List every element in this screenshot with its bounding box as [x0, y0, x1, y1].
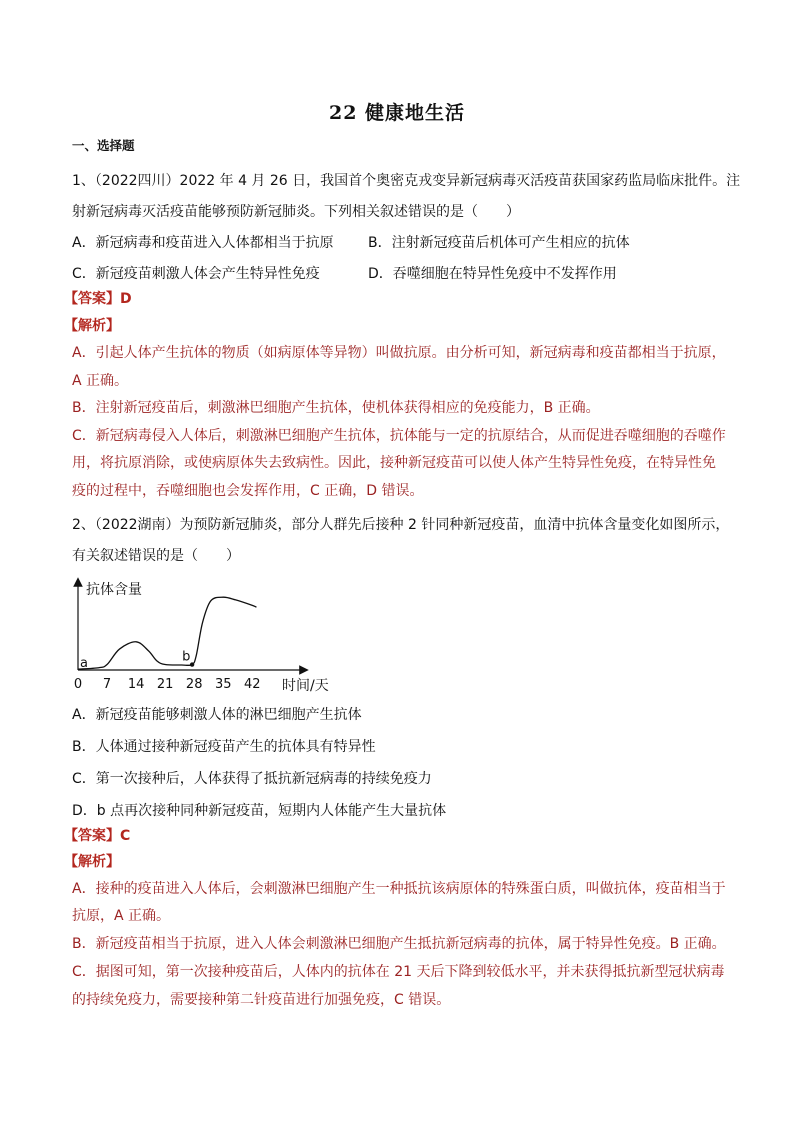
x-tick-label: 0: [73, 677, 83, 692]
q1-stem-line-1: 1、（2022四川）2022 年 4 月 26 日，我国首个奥密克戎变异新冠病毒灭活疫苗获国家药监局临床批件。注: [72, 173, 741, 189]
q2-option-a: A．新冠疫苗能够刺激人体的淋巴细胞产生抗体: [72, 707, 362, 723]
y-axis-label: 抗体含量: [86, 582, 142, 598]
point-marker-b: [190, 662, 194, 666]
series-line-antibody: [78, 597, 256, 672]
point-label-b: b: [182, 649, 191, 665]
q1-analysis-line-3: B．注射新冠疫苗后，刺激淋巴细胞产生抗体，使机体获得相应的免疫能力，B 正确。: [72, 400, 600, 416]
q2-answer: 【答案】C: [64, 828, 131, 844]
antibody-chart: [66, 576, 356, 696]
q2-analysis-line-3: B．新冠疫苗相当于抗原，进入人体会刺激淋巴细胞产生抵抗新冠病毒的抗体，属于特异性免疫。B 正确。: [72, 936, 726, 952]
q2-option-d: D．b 点再次接种同种新冠疫苗，短期内人体能产生大量抗体: [72, 803, 447, 819]
q1-option-c: C．新冠疫苗刺激人体会产生特异性免疫: [72, 266, 320, 282]
x-tick-label: 21: [156, 677, 174, 692]
q1-analysis-line-1: A．引起人体产生抗体的物质（如病原体等异物）叫做抗原。由分析可知，新冠病毒和疫苗都相当于抗原，: [72, 345, 726, 361]
x-tick-label: 28: [185, 677, 203, 692]
q2-analysis-line-4: C．据图可知，第一次接种疫苗后，人体内的抗体在 21 天后下降到较低水平，并未获得抵抗新型冠状病毒: [72, 964, 725, 980]
q2-analysis-line-1: A．接种的疫苗进入人体后，会刺激淋巴细胞产生一种抵抗该病原体的特殊蛋白质，叫做抗体，疫苗相当于: [72, 881, 726, 897]
q1-option-a: A．新冠病毒和疫苗进入人体都相当于抗原: [72, 235, 334, 251]
q2-stem-line-2: 有关叙述错误的是（ ）: [72, 548, 240, 564]
q2-stem-line-1: 2、（2022湖南）为预防新冠肺炎，部分人群先后接种 2 针同种新冠疫苗，血清中抗体含量变化如图所示，: [72, 517, 730, 533]
q1-option-d: D．吞噬细胞在特异性免疫中不发挥作用: [368, 266, 617, 282]
q1-analysis-label: 【解析】: [64, 318, 120, 334]
q1-analysis-line-5: 用，将抗原消除，或使病原体失去致病性。因此，接种新冠疫苗可以使人体产生特异性免疫，在特异性免: [72, 455, 716, 471]
q2-option-c: C．第一次接种后，人体获得了抵抗新冠病毒的持续免疫力: [72, 771, 432, 787]
q1-analysis-line-6: 疫的过程中，吞噬细胞也会发挥作用，C 正确，D 错误。: [72, 483, 424, 499]
x-tick-label: 14: [127, 677, 145, 692]
q1-answer: 【答案】D: [64, 291, 132, 307]
x-tick-label: 35: [214, 677, 232, 692]
x-axis-label: 时间/天: [282, 678, 329, 694]
q2-analysis-line-5: 的持续免疫力，需要接种第二针疫苗进行加强免疫，C 错误。: [72, 992, 451, 1008]
x-tick-label: 42: [244, 677, 261, 692]
page-title: 22 健康地生活: [328, 102, 466, 124]
point-label-a: a: [80, 656, 88, 672]
q2-analysis-line-2: 抗原，A 正确。: [72, 908, 171, 924]
section-heading: 一、选择题: [72, 138, 135, 153]
q1-option-b: B．注射新冠疫苗后机体可产生相应的抗体: [368, 235, 630, 251]
q1-analysis-line-4: C．新冠病毒侵入人体后，刺激淋巴细胞产生抗体，抗体能与一定的抗原结合，从而促进吞噬细胞的吞噬作: [72, 428, 726, 444]
q2-analysis-label: 【解析】: [64, 854, 120, 870]
q1-stem-line-2: 射新冠病毒灭活疫苗能够预防新冠肺炎。下列相关叙述错误的是（ ）: [72, 204, 520, 220]
x-tick-label: 7: [102, 677, 112, 692]
q1-analysis-line-2: A 正确。: [72, 373, 129, 389]
q2-option-b: B．人体通过接种新冠疫苗产生的抗体具有特异性: [72, 739, 376, 755]
